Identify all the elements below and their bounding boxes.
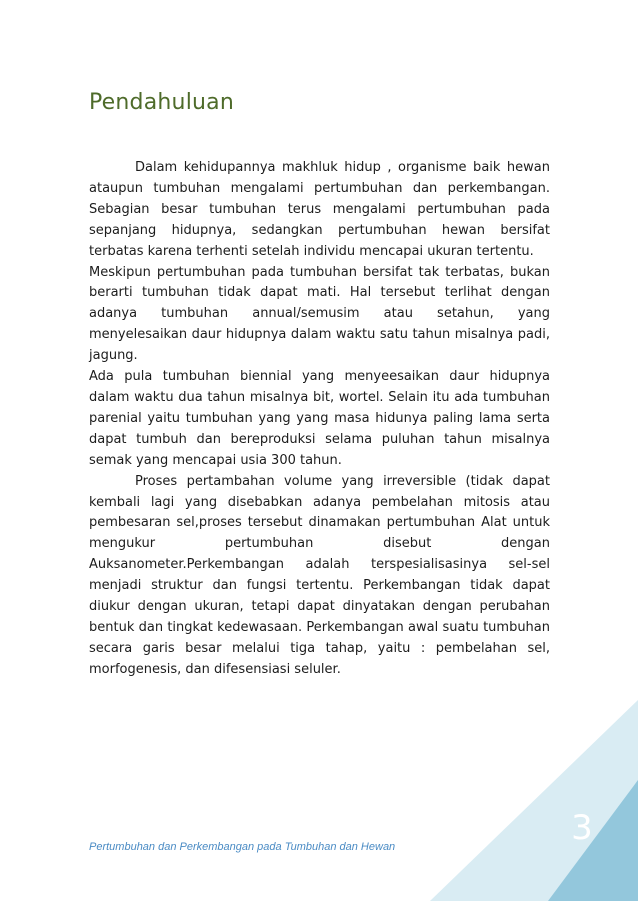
paragraph-biennial: Ada pula tumbuhan biennial yang menyeesaikan daur hidupnya dalam waktu dua tahun misalnya bit, wortel. Selain itu ada tumbuhan parenial yaitu tumbuhan yang yang masa hidunya paling lama serta dapat tumbuh dan bereproduksi selama puluhan tahun misalnya semak yang mencapai usia 300 tahun. <box>89 369 550 468</box>
body-text <box>89 158 550 681</box>
paragraph-annual: Meskipun pertumbuhan pada tumbuhan bersifat tak terbatas, bukan berarti tumbuhan tidak dapat mati. Hal tersebut terlihat dengan adanya tumbuhan annual/semusim atau setahun, yang menyelesaikan daur hidupnya dalam waktu satu tahun misalnya padi, jagung. <box>89 264 550 364</box>
section-heading: Pendahuluan <box>89 90 234 115</box>
paragraph-intro: Dalam kehidupannya makhluk hidup , organisme baik hewan ataupun tumbuhan mengalami pertumbuhan dan perkembangan. Sebagian besar tumbuhan terus mengalami pertumbuhan pada sepanjang hidupnya, sedangkan pertumbuhan hewan bersifat terbatas karena terhenti setelah individu mencapai ukuran tertentu. <box>89 160 550 259</box>
running-footer: Pertumbuhan dan Perkembangan pada Tumbuhan dan Hewan <box>89 841 396 853</box>
paragraph-growth-definition: Proses pertambahan volume yang irreversible (tidak dapat kembali lagi yang disebabkan adanya pembelahan mitosis atau pembesaran sel,proses tersebut dinamakan pertumbuhan Alat untuk mengukur pertumbuhan disebut dengan Auksanometer.Perkembangan adalah terspesialisasinya sel-sel menjadi struktur dan fungsi tertentu. Perkembangan tidak dapat diukur dengan ukuran, tetapi dapat dinyatakan dengan perubahan bentuk dan tingkat kedewasaan. Perkembangan awal suatu tumbuhan secara garis besar melalui tiga tahap, yaitu : pembelahan sel, morfogenesis, dan difesensiasi seluler. <box>89 473 550 677</box>
page-number: 3 <box>571 808 593 848</box>
